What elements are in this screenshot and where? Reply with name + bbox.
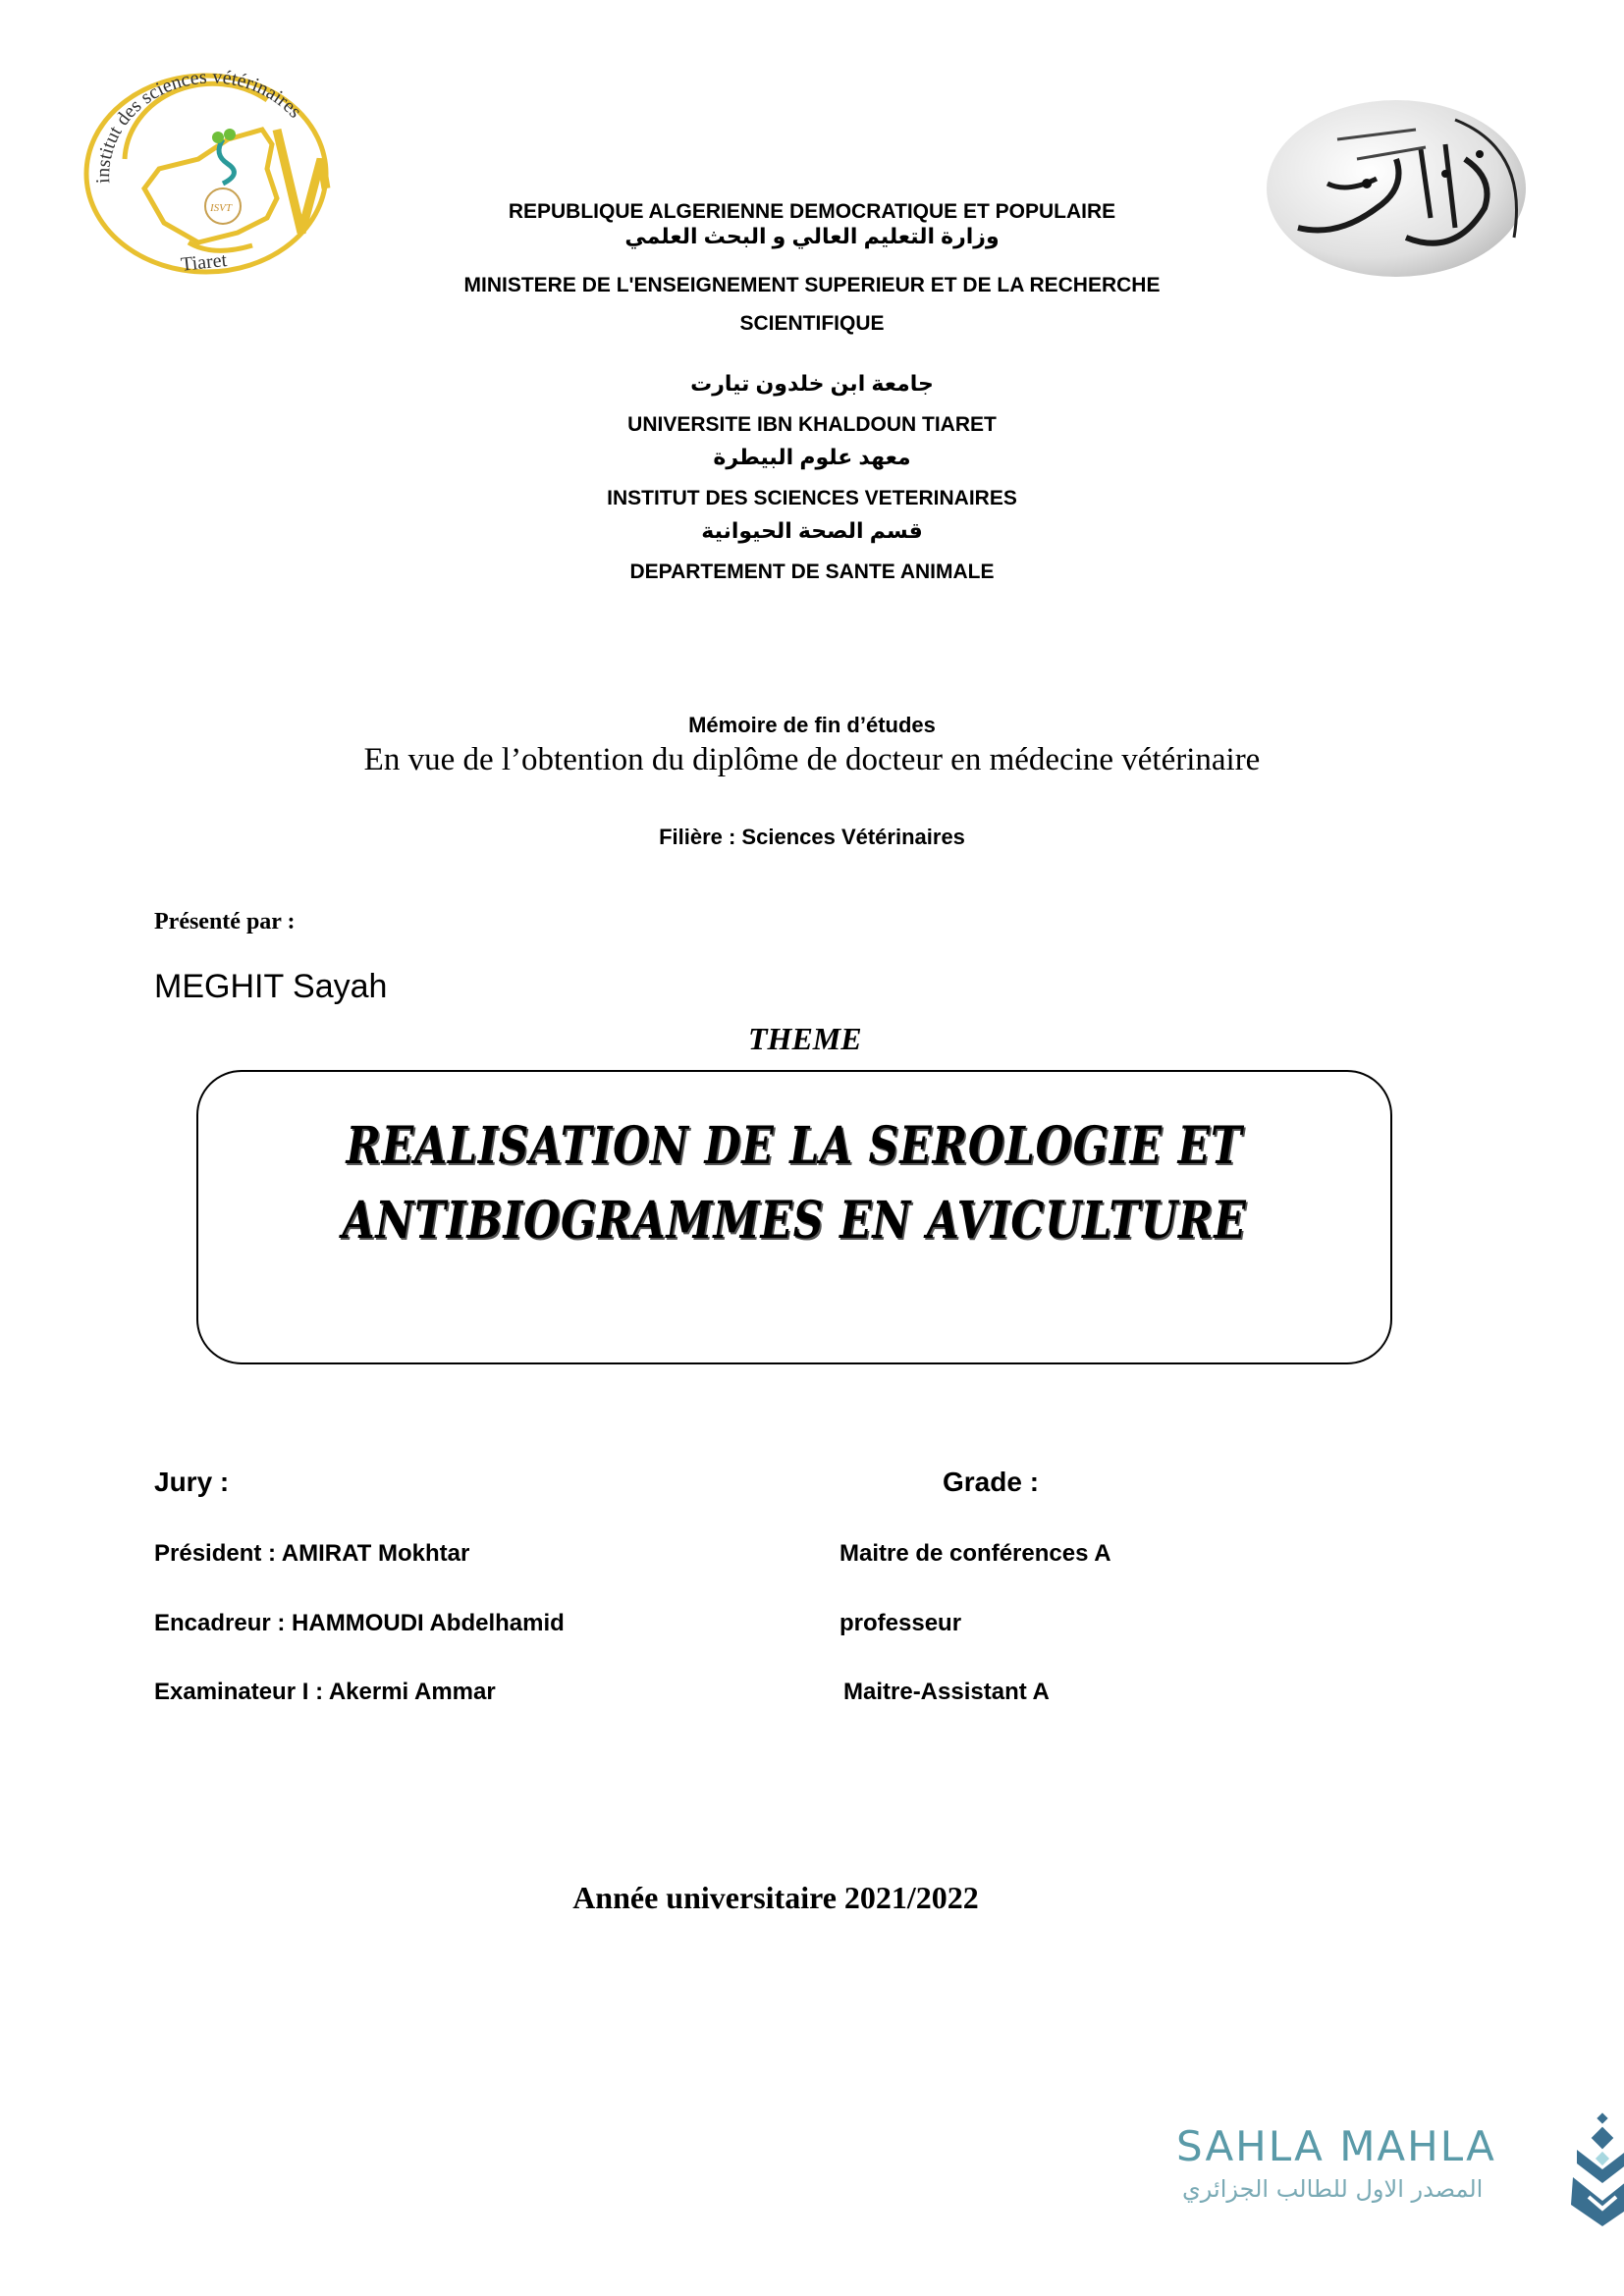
svg-text:Tiaret: Tiaret xyxy=(180,249,229,276)
jury-label: Jury : xyxy=(154,1467,230,1497)
theme-box xyxy=(196,1070,1392,1364)
university-arabic: جامعة ابن خلدون تيارت xyxy=(690,371,934,396)
thesis-purpose: En vue de l’obtention du diplôme de docteur en médecine vétérinaire xyxy=(363,742,1261,777)
ministry-title-line2: SCIENTIFIQUE xyxy=(739,312,885,335)
watermark-brand: SAHLA MAHLA xyxy=(1176,2122,1496,2170)
thesis-title-line2: ANTIBIOGRAMMES EN AVICULTURE xyxy=(342,1191,1247,1251)
republic-title: REPUBLIQUE ALGERIENNE DEMOCRATIQUE ET POPULAIRE xyxy=(508,200,1116,223)
thesis-type: Mémoire de fin d’études xyxy=(688,713,936,737)
jury-member-supervisor: Encadreur : HAMMOUDI Abdelhamid xyxy=(154,1610,565,1636)
grade-label: Grade : xyxy=(943,1467,1040,1497)
jury-grade-president: Maitre de conférences A xyxy=(839,1540,1111,1567)
ministry-arabic: وزارة التعليم العالي و البحث العلمي xyxy=(624,224,1000,248)
university-title: UNIVERSITE IBN KHALDOUN TIARET xyxy=(627,413,997,436)
sahla-mahla-watermark xyxy=(1176,2110,1624,2248)
svg-text:institut des sciences vétérina: institut des sciences vétérinaires xyxy=(91,66,306,185)
theme-label: THEME xyxy=(748,1021,862,1056)
jury-grade-examiner: Maitre-Assistant A xyxy=(843,1679,1050,1705)
watermark-tagline: المصدر الاول للطالب الجزائري xyxy=(1182,2175,1484,2203)
jury-member-examiner: Examinateur I : Akermi Ammar xyxy=(154,1679,496,1705)
jury-member-president: Président : AMIRAT Mokhtar xyxy=(154,1540,470,1567)
thesis-field: Filière : Sciences Vétérinaires xyxy=(659,825,965,849)
department-arabic: قسم الصحة الحيوانية xyxy=(701,518,923,543)
presented-by-label: Présenté par : xyxy=(154,909,296,934)
institute-title: INSTITUT DES SCIENCES VETERINAIRES xyxy=(607,487,1017,509)
thesis-title xyxy=(305,1109,1282,1258)
svg-text:ISVT: ISVT xyxy=(210,202,232,214)
thesis-title-line1: REALISATION DE LA SEROLOGIE ET xyxy=(346,1116,1243,1176)
ministry-title-line1: MINISTERE DE L'ENSEIGNEMENT SUPERIEUR ET DE LA RECHERCHE xyxy=(463,274,1161,296)
institute-arabic: معهد علوم البيطرة xyxy=(713,445,911,469)
department-title: DEPARTEMENT DE SANTE ANIMALE xyxy=(629,561,995,583)
jury-grade-supervisor: professeur xyxy=(839,1610,962,1636)
academic-year: Année universitaire 2021/2022 xyxy=(572,1880,979,1915)
author-name: MEGHIT Sayah xyxy=(154,968,388,1005)
sahla-mahla-logo-icon xyxy=(1569,2110,1624,2228)
